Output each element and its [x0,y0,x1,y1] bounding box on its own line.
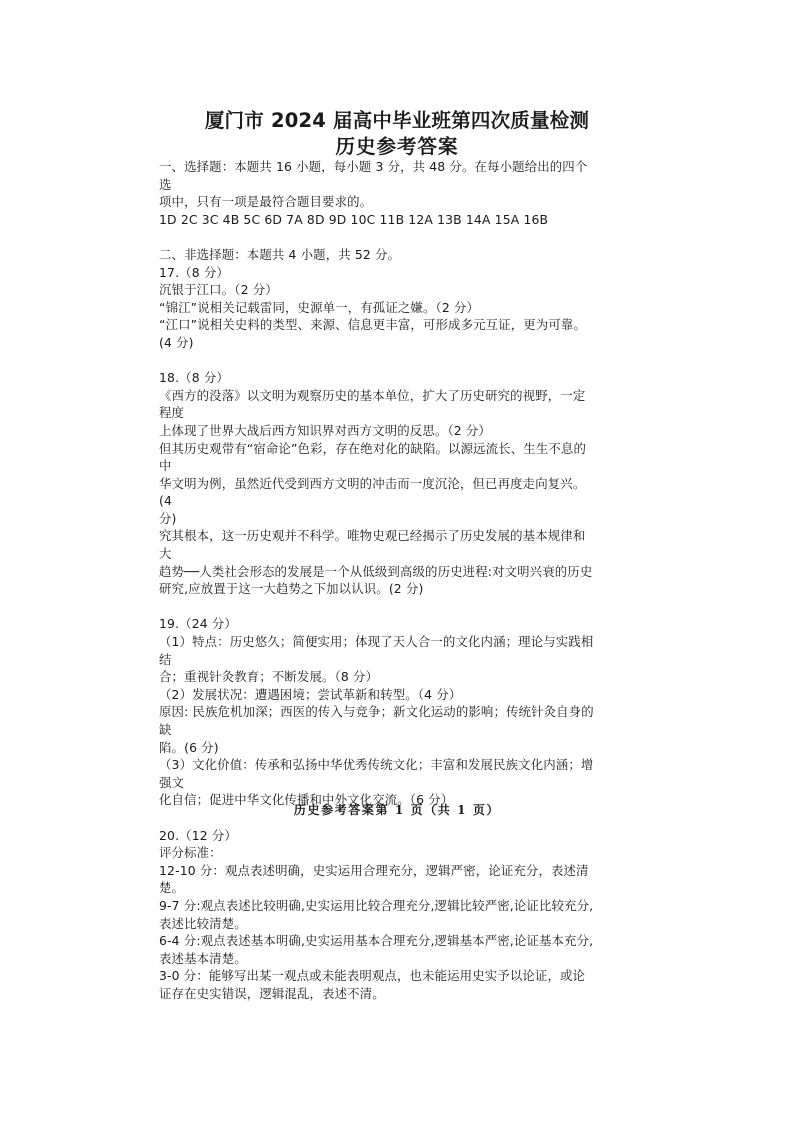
q18-section [159,369,597,598]
q18-line: 上体现了世界大战后西方知识界对西方文明的反思。（2 分） [159,422,491,438]
q18-line: 究其根本，这一历史观并不科学。唯物史观已经揭示了历史发展的基本规律和大 [159,528,586,562]
q20-line: 证存在史实错误，逻辑混乱，表述不清。 [159,985,385,1001]
choice-answers: 1D 2C 3C 4B 5C 6D 7A 8D 9D 10C 11B 12A 13B 14A 15A 16B [159,211,549,227]
part1-intro-line: 项中，只有一项是最符合题目要求的。 [159,194,373,210]
q17-line: “江口”说相关史料的类型、来源、信息更丰富，可形成多元互证，更为可靠。 [159,317,586,333]
q18-line: 《西方的没落》以文明为观察历史的基本单位，扩大了历史研究的视野，一定程度 [159,387,586,421]
q20-line: 12-10 分：观点表述明确，史实运用合理充分，逻辑严密，论证充分，表述清 [159,862,589,878]
q17-line: (4 分) [159,334,194,350]
q20-line: 楚。 [159,880,185,896]
q20-line: 3-0 分：能够写出某一观点或未能表明观点，也未能运用史实予以论证，或论 [159,968,586,984]
q19-line: 化自信；促进中华文化传播和中外文化交流。（6 分） [159,792,454,808]
document-title: 厦门市 2024 届高中毕业班第四次质量检测 [204,109,590,132]
q20-line: 6-4 分:观点表述基本明确,史实运用基本合理充分,逻辑基本严密,论证基本充分, [159,933,594,949]
q19-line: （3）文化价值：传承和弘扬中华优秀传统文化；丰富和发展民族文化内涵；增强文 [159,757,594,790]
q19-heading: 19.（24 分） [159,616,237,632]
q20-line: 评分标准： [159,845,222,861]
q18-line: 但其历史观带有“宿命论”色彩，存在绝对化的缺陷。以源远流长、生生不息的中 [159,440,586,474]
answer-content [159,158,597,1003]
page-footer: 历史参考答案第 1 页（共 1 页） [293,803,501,817]
q18-heading: 18.（8 分） [159,370,229,386]
q20-heading: 20.（12 分） [159,827,237,843]
part1-intro-line: 一、选择题：本题共 16 小题，每小题 3 分，共 48 分。在每小题给出的四个选 [159,159,588,192]
q19-section [159,615,597,809]
q19-line: 陷。(6 分) [159,739,219,755]
q18-line: 研究,应放置于这一大趋势之下加以认识。(2 分) [159,581,424,597]
q17-line: 沉银于江口。（2 分） [159,282,278,298]
title-block [0,108,794,160]
q20-line: 表述基本清楚。 [159,950,247,966]
part1-section [159,158,597,228]
q20-line: 9-7 分:观点表述比较明确,史实运用比较合理充分,逻辑比较严密,论证比较充分, [159,897,594,913]
q19-line: 合；重视针灸教育；不断发展。（8 分） [159,669,379,685]
q18-line: 趋势──人类社会形态的发展是一个从低级到高级的历史进程:对文明兴衰的历史 [159,563,593,579]
q20-section [159,827,597,1003]
q19-line: 原因: 民族危机加深；西医的传入与竞争；新文化运动的影响；传统针灸自身的缺 [159,704,594,737]
q20-line: 表述比较清楚。 [159,915,247,931]
document-subtitle: 历史参考答案 [335,135,459,158]
q18-line: 分) [159,510,177,526]
part2-section [159,246,597,352]
part2-intro: 二、非选择题：本题共 4 小题，共 52 分。 [159,246,401,262]
q17-line: “锦江”说相关记载雷同，史源单一，有孤证之嫌。（2 分） [159,299,480,315]
q19-line: （1）特点：历史悠久；简便实用；体现了天人合一的文化内涵；理论与实践相结 [159,634,594,667]
q17-heading: 17.（8 分） [159,264,229,280]
q18-line: 华文明为例，虽然近代受到西方文明的冲击而一度沉沦，但已再度走向复兴。(4 [159,475,586,509]
q19-line: （2）发展状况：遭遇困境；尝试革新和转型。（4 分） [159,686,462,702]
